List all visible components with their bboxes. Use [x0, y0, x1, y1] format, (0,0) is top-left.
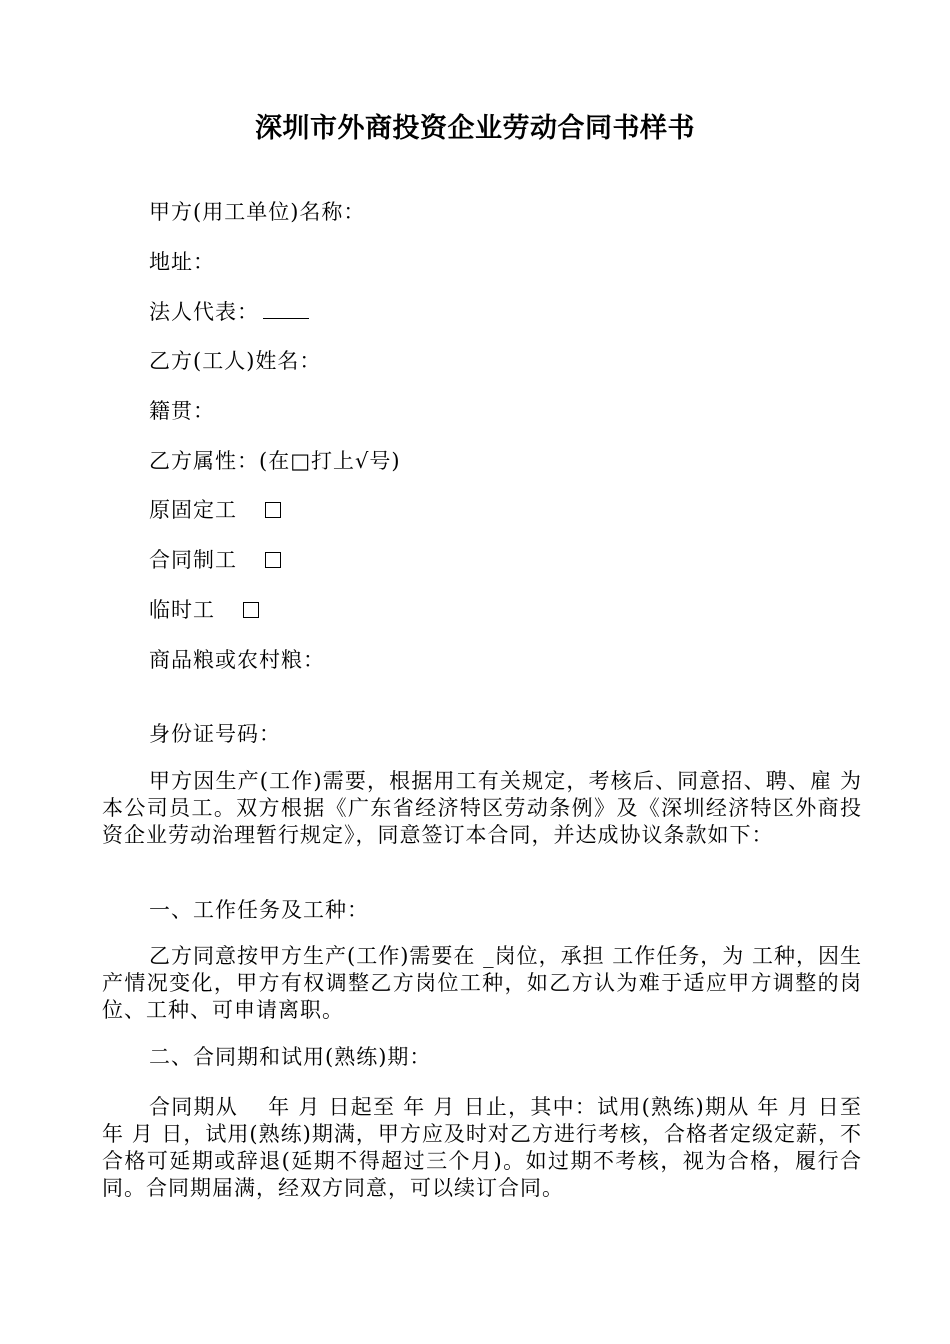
intro-paragraph: 甲方因生产(工作)需要，根据用工有关规定，考核后、同意招、聘、雇 为本公司员工。双方根据《广东省经济特区劳动条例》及《深圳经济特区外商投资企业劳动治理暂行规定》，同意签订本合同，并达成协议条款如下：: [102, 769, 862, 847]
party-b-type-field: 乙方属性：(在□打上√号): [149, 449, 401, 473]
checkbox-contract[interactable]: [265, 552, 281, 568]
grain-type-field: 商品粮或农村粮：: [149, 648, 325, 672]
section2-body: 合同期从 年 月 日起至 年 月 日止，其中：试用(熟练)期从 年 月 日至 年 月 日，试用(熟练)期满，甲方应及时对乙方进行考核，合格者定级定薪，不合格可延期或辞退(延期不得超过三个月)。如过期不考核，视为合格，履行合同。合同期届满，经双方同意，可以续订合同。: [102, 1095, 862, 1200]
section1-body: 乙方同意按甲方生产(工作)需要在 _岗位，承担 工作任务，为 工种，因生产情况变化，甲方有权调整乙方岗位工种，如乙方认为难于适应甲方调整的岗位、工种、可申请离职。: [102, 944, 862, 1022]
option-temporary-label: 临时工: [149, 598, 215, 622]
option-contract-label: 合同制工: [149, 548, 237, 572]
checkbox-permanent[interactable]: [265, 502, 281, 518]
legal-rep-field: [149, 298, 309, 326]
option-permanent-label: 原固定工: [149, 498, 237, 522]
section1-heading: 一、工作任务及工种：: [149, 898, 369, 922]
native-place-field: 籍贯：: [149, 399, 215, 423]
checkbox-temporary[interactable]: [243, 602, 259, 618]
address-field: 地址：: [149, 250, 215, 274]
party-a-name-field: 甲方(用工单位)名称：: [149, 200, 366, 224]
option-temporary: [149, 596, 259, 624]
party-b-name-field: 乙方(工人)姓名：: [149, 349, 322, 373]
option-contract: [149, 546, 281, 574]
option-permanent: [149, 496, 281, 524]
id-number-field: 身份证号码：: [149, 722, 281, 746]
section2-heading: 二、合同期和试用(熟练)期：: [149, 1045, 432, 1069]
legal-rep-blank[interactable]: [263, 300, 309, 319]
legal-rep-label: 法人代表：: [149, 300, 259, 324]
document-title: 深圳市外商投资企业劳动合同书样书: [255, 113, 695, 144]
